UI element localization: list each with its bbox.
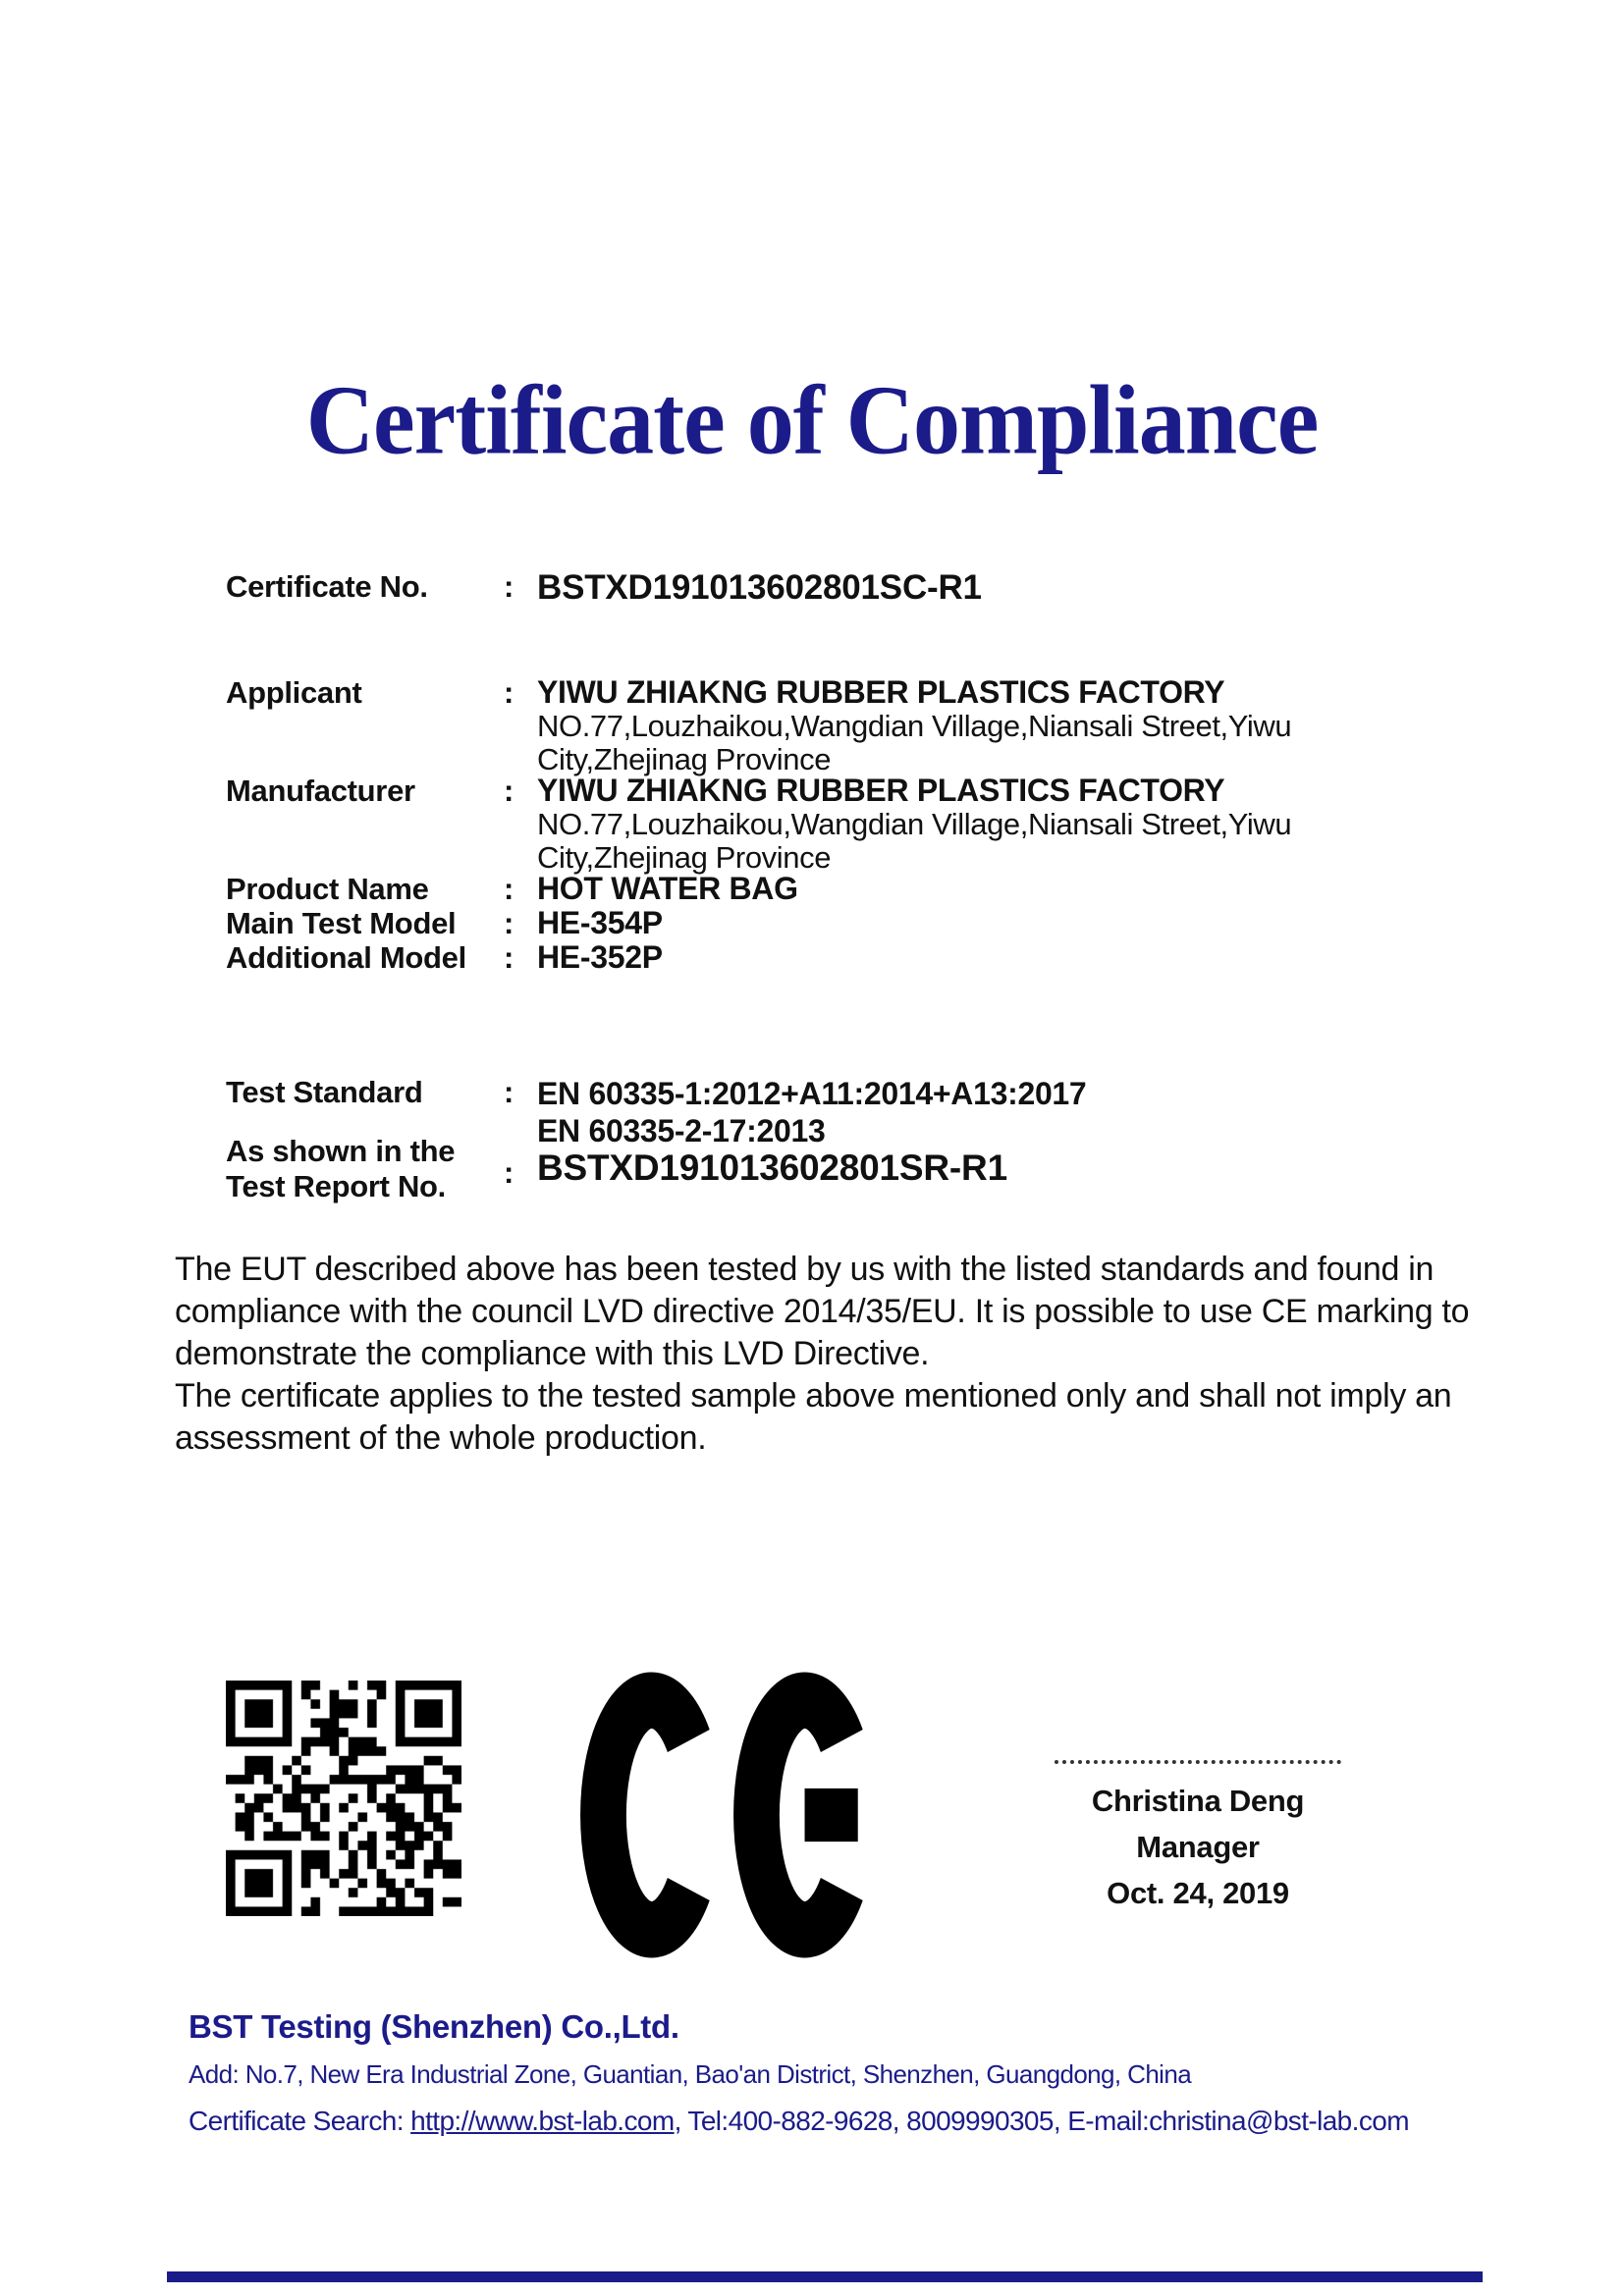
certificate-search-link[interactable]: http://www.bst-lab.com <box>410 2106 675 2136</box>
field-label: Test Standard <box>226 1075 423 1109</box>
field-value: HE-352P <box>537 939 663 975</box>
field-test-report-no <box>226 1134 1007 1204</box>
field-value: BSTXD191013602801SC-R1 <box>537 568 982 607</box>
page-title: Certificate of Compliance <box>305 364 1319 475</box>
certificate-search-line <box>189 2106 1563 2137</box>
colon-separator: : <box>504 906 514 940</box>
field-label: Manufacturer <box>226 774 415 808</box>
qr-code <box>226 1681 461 1916</box>
manufacturer-company: YIWU ZHIAKNG RUBBER PLASTICS FACTORY <box>537 773 1225 808</box>
field-applicant <box>226 675 1291 776</box>
compliance-statement <box>175 1249 1490 1460</box>
ce-mark-icon <box>577 1667 884 1963</box>
colon-separator: : <box>504 940 514 975</box>
footer <box>189 2008 1563 2137</box>
lab-company-name: BST Testing (Shenzhen) Co.,Ltd. <box>189 2008 679 2045</box>
applicant-address-line2: City,Zhejinag Province <box>537 742 832 776</box>
colon-separator: : <box>504 1075 514 1109</box>
bottom-rule <box>167 2271 1483 2282</box>
colon-separator: : <box>504 774 514 808</box>
field-value: BSTXD191013602801SR-R1 <box>537 1148 1007 1188</box>
manufacturer-address-line1: NO.77,Louzhaikou,Wangdian Village,Niansali Street,Yiwu <box>537 807 1292 841</box>
lab-address: Add: No.7, New Era Industrial Zone, Guantian, Bao'an District, Shenzhen, Guangdong, China <box>189 2059 1192 2089</box>
colon-separator: : <box>504 569 514 604</box>
field-label-line1: As shown in the <box>226 1134 456 1168</box>
signatory-name: Christina Deng <box>1091 1784 1305 1818</box>
statement-paragraph-2: The certificate applies to the tested sample above mentioned only and shall not imply an assessment of the whole production. <box>175 1377 1452 1457</box>
applicant-company: YIWU ZHIAKNG RUBBER PLASTICS FACTORY <box>537 674 1225 710</box>
field-label: Product Name <box>226 872 429 906</box>
manufacturer-address-line2: City,Zhejinag Province <box>537 840 832 875</box>
test-standard-line1: EN 60335-1:2012+A11:2014+A13:2017 <box>537 1076 1087 1111</box>
field-certificate-no <box>226 569 982 607</box>
field-label: Main Test Model <box>226 906 457 940</box>
test-standard-line2: EN 60335-2-17:2013 <box>537 1113 826 1148</box>
field-label: Additional Model <box>226 940 466 975</box>
signature-block <box>1041 1760 1355 1916</box>
field-main-test-model <box>226 906 663 940</box>
signature-dotted-line <box>1055 1760 1341 1764</box>
certificate-search-label: Certificate Search: <box>189 2106 404 2136</box>
statement-paragraph-1: The EUT described above has been tested by us with the listed standards and found in compliance with the council LVD directive 2014/35/EU. It is possible to use CE marking to demonstrate the compliance with this LVD Directive. <box>175 1251 1470 1372</box>
signatory-role: Manager <box>1136 1830 1260 1864</box>
field-label: Applicant <box>226 675 362 710</box>
field-label: Certificate No. <box>226 569 428 604</box>
colon-separator: : <box>504 675 514 710</box>
signature-date: Oct. 24, 2019 <box>1107 1876 1289 1910</box>
applicant-address-line1: NO.77,Louzhaikou,Wangdian Village,Niansali Street,Yiwu <box>537 709 1292 743</box>
colon-separator: : <box>504 872 514 906</box>
field-label-line2: Test Report No. <box>226 1169 446 1203</box>
field-value: HE-354P <box>537 905 663 940</box>
field-manufacturer <box>226 774 1291 875</box>
colon-separator: : <box>504 1155 514 1190</box>
field-additional-model <box>226 940 663 975</box>
field-value: HOT WATER BAG <box>537 871 798 906</box>
field-product-name <box>226 872 798 906</box>
contact-info: , Tel:400-882-9628, 8009990305, E-mail:christina@bst-lab.com <box>674 2106 1409 2136</box>
